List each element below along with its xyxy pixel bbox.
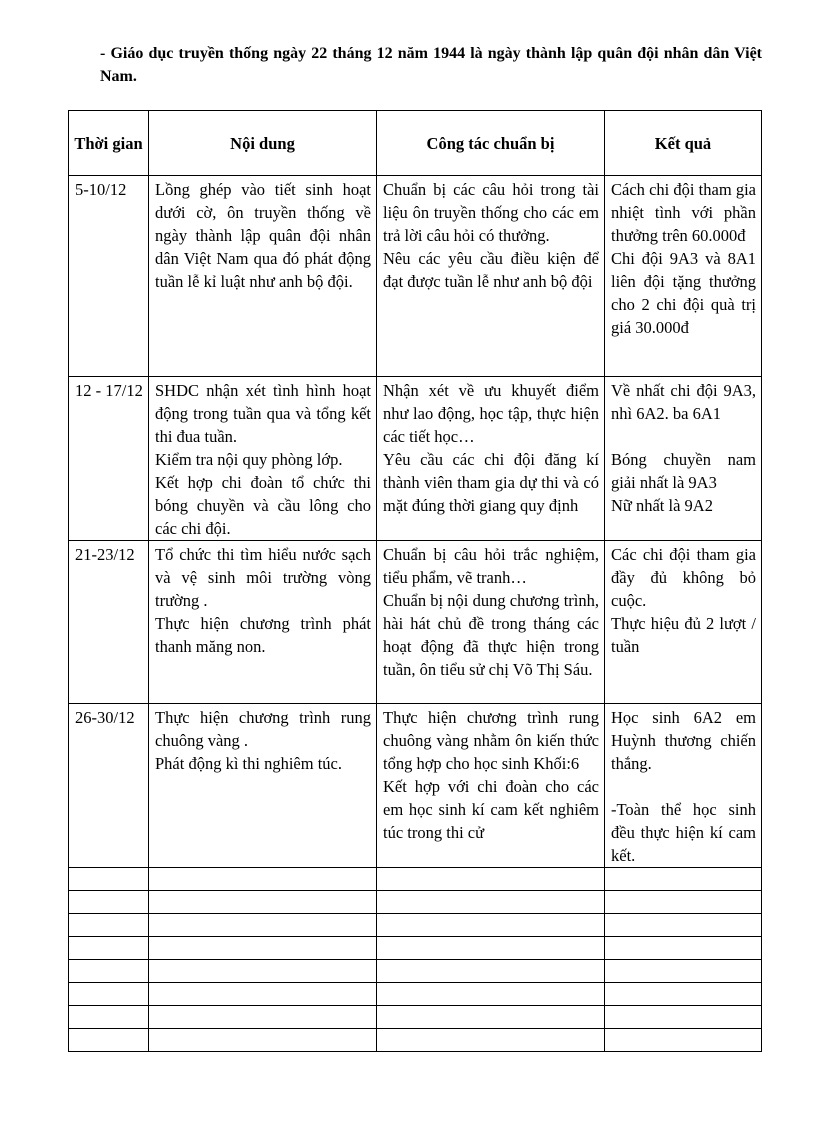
empty-cell — [377, 891, 605, 914]
header-prep: Công tác chuẩn bị — [377, 111, 605, 176]
empty-row — [69, 983, 762, 1006]
empty-cell — [69, 891, 149, 914]
cell-content: Tổ chức thi tìm hiểu nước sạch và vệ sinh môi trường vòng trường . Thực hiện chương trình phát thanh măng non. — [149, 541, 377, 704]
empty-cell — [149, 1029, 377, 1052]
empty-row — [69, 960, 762, 983]
empty-cell — [377, 868, 605, 891]
empty-cell — [149, 914, 377, 937]
cell-content: SHDC nhận xét tình hình hoạt động trong tuần qua và tổng kết thi đua tuần. Kiểm tra nội quy phòng lớp. Kết hợp chi đoàn tổ chức thi bóng chuyền và cầu lông cho các chi đội. — [149, 377, 377, 541]
empty-cell — [69, 914, 149, 937]
cell-time: 12 - 17/12 — [69, 377, 149, 541]
empty-row — [69, 914, 762, 937]
header-content: Nội dung — [149, 111, 377, 176]
empty-cell — [69, 1006, 149, 1029]
intro-paragraph: - Giáo dục truyền thống ngày 22 tháng 12 năm 1944 là ngày thành lập quân đội nhân dân Việt Nam. — [100, 45, 762, 85]
cell-prep: Chuẩn bị các câu hỏi trong tài liệu ôn truyền thống cho các em trả lời câu hỏi có thưởng. Nêu các yêu cầu điều kiện để đạt được tuần lễ như anh bộ đội — [377, 176, 605, 377]
cell-prep: Thực hiện chương trình rung chuông vàng nhằm ôn kiến thức tổng hợp cho học sinh Khối:6 Kết hợp với chi đoàn cho các em học sinh kí cam kết nghiêm túc trong thi cử — [377, 704, 605, 868]
empty-cell — [605, 914, 762, 937]
activity-table — [68, 110, 762, 1052]
empty-cell — [377, 983, 605, 1006]
cell-time: 5-10/12 — [69, 176, 149, 377]
empty-cell — [69, 937, 149, 960]
empty-cell — [377, 1029, 605, 1052]
table-header-row — [69, 111, 762, 176]
cell-content: Lồng ghép vào tiết sinh hoạt dưới cờ, ôn truyền thống về ngày thành lập quân đội nhân dân Việt Nam qua đó phát động tuần lễ kỉ luật như anh bộ đội. — [149, 176, 377, 377]
empty-cell — [605, 891, 762, 914]
cell-result: Cách chi đội tham gia nhiệt tình với phần thưởng trên 60.000đ Chi đội 9A3 và 8A1 liên đội tặng thưởng cho 2 chi đội quà trị giá 30.000đ — [605, 176, 762, 377]
empty-cell — [605, 960, 762, 983]
cell-result: Học sinh 6A2 em Huỳnh thương chiến thắng. -Toàn thể học sinh đều thực hiện kí cam kết. — [605, 704, 762, 868]
empty-cell — [69, 868, 149, 891]
header-time: Thời gian — [69, 111, 149, 176]
empty-cell — [605, 983, 762, 1006]
table-row — [69, 704, 762, 868]
empty-row — [69, 937, 762, 960]
empty-cell — [605, 1006, 762, 1029]
cell-content: Thực hiện chương trình rung chuông vàng . Phát động kì thi nghiêm túc. — [149, 704, 377, 868]
cell-prep: Chuẩn bị câu hỏi trắc nghiệm, tiểu phẩm, vẽ tranh… Chuẩn bị nội dung chương trình, hài hát chủ đề trong tháng các hoạt động đã thực hiện trong tuần, ôn tiểu sử chị Võ Thị Sáu. — [377, 541, 605, 704]
empty-cell — [377, 1006, 605, 1029]
empty-cell — [149, 983, 377, 1006]
empty-cell — [149, 960, 377, 983]
cell-time: 21-23/12 — [69, 541, 149, 704]
empty-row — [69, 1029, 762, 1052]
empty-row — [69, 1006, 762, 1029]
empty-cell — [377, 937, 605, 960]
cell-result: Về nhất chi đội 9A3, nhì 6A2. ba 6A1 Bóng chuyền nam giải nhất là 9A3 Nữ nhất là 9A2 — [605, 377, 762, 541]
empty-cell — [69, 1029, 149, 1052]
table-row — [69, 176, 762, 377]
table-row — [69, 541, 762, 704]
cell-result: Các chi đội tham gia đầy đủ không bỏ cuộc. Thực hiệu đủ 2 lượt / tuần — [605, 541, 762, 704]
empty-cell — [149, 891, 377, 914]
table-row — [69, 377, 762, 541]
empty-cell — [377, 914, 605, 937]
cell-prep: Nhận xét về ưu khuyết điểm như lao động, học tập, thực hiện các tiết học… Yêu cầu các chi đội đăng kí thành viên tham gia dự thi và có mặt đúng thời giang quy định — [377, 377, 605, 541]
empty-row — [69, 868, 762, 891]
empty-cell — [605, 868, 762, 891]
empty-cell — [377, 960, 605, 983]
empty-cell — [69, 983, 149, 1006]
empty-cell — [605, 1029, 762, 1052]
empty-row — [69, 891, 762, 914]
cell-time: 26-30/12 — [69, 704, 149, 868]
empty-cell — [149, 868, 377, 891]
empty-cell — [149, 1006, 377, 1029]
empty-cell — [605, 937, 762, 960]
empty-cell — [69, 960, 149, 983]
empty-cell — [149, 937, 377, 960]
header-result: Kết quả — [605, 111, 762, 176]
